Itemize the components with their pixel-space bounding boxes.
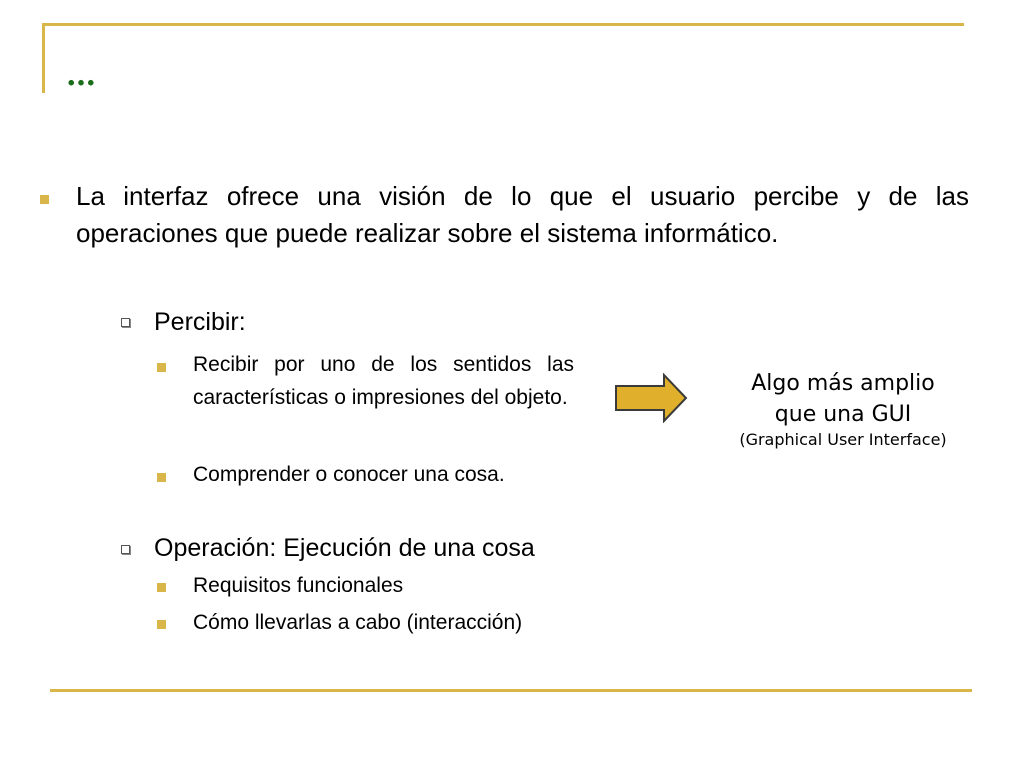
percibir-item-1: Recibir por uno de los sentidos las características o impresiones del objeto. — [193, 353, 574, 409]
square-bullet-icon — [40, 195, 49, 204]
operacion-heading: Operación: Ejecución de una cosa — [154, 534, 535, 562]
top-frame-line — [42, 23, 964, 26]
square-bullet-icon — [157, 473, 166, 482]
side-note-line-1: Algo más amplio — [751, 371, 935, 396]
left-frame-line — [42, 23, 45, 93]
slide-title: … — [66, 58, 102, 93]
square-bullet-icon — [157, 620, 166, 629]
operacion-item-1: Requisitos funcionales — [193, 574, 404, 597]
side-note-line-3: (Graphical User Interface) — [739, 430, 947, 449]
operacion-item-2: Cómo llevarlas a cabo (interacción) — [193, 611, 523, 634]
square-bullet-icon — [157, 583, 166, 592]
side-note-line-2: que una GUI — [774, 402, 912, 427]
hollow-square-bullet-icon — [121, 318, 130, 327]
hollow-square-bullet-icon — [121, 545, 130, 554]
square-bullet-icon — [157, 363, 166, 372]
bottom-frame-line — [50, 689, 972, 692]
percibir-heading: Percibir: — [154, 308, 246, 336]
right-arrow-icon — [614, 373, 688, 423]
main-point-text: La interfaz ofrece una visión de lo que el usuario percibe y de las operaciones que puede realizar sobre el sistema informático. — [76, 181, 969, 248]
percibir-item-2: Comprender o conocer una cosa. — [193, 463, 505, 486]
gui-side-note — [704, 368, 982, 450]
